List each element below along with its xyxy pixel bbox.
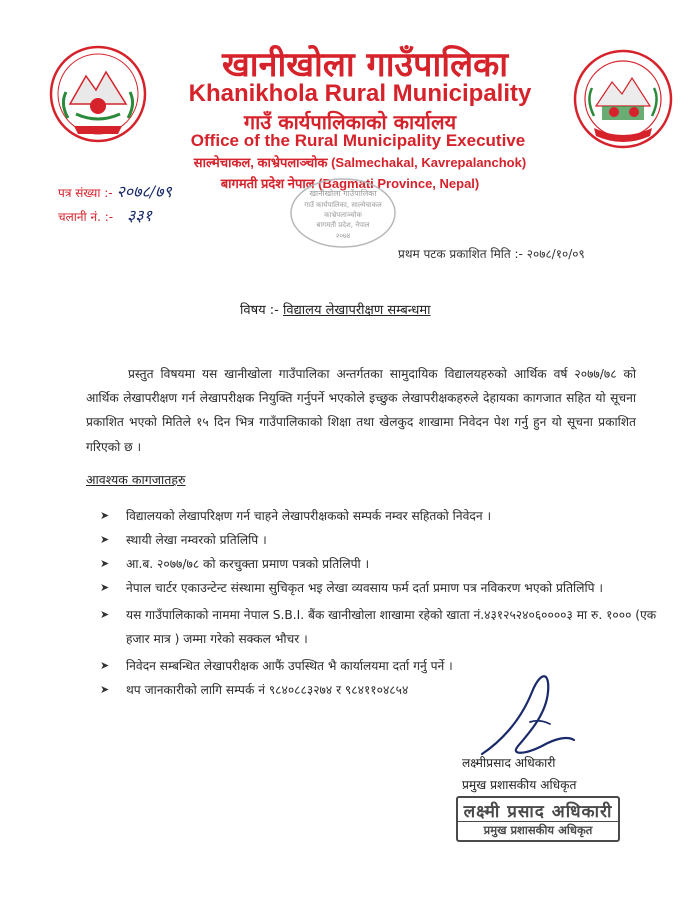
address-line-1: साल्मेचाकल, काभ्रेपलाञ्चोक (Salmechakal, Kavrepalanchok) <box>193 155 527 170</box>
subject-text: विद्यालय लेखापरीक्षण सम्बन्धमा <box>283 303 431 318</box>
subject-label: विषय :- <box>240 303 279 318</box>
stamp-line-1: खानीखोला गाउँपालिका <box>309 189 377 198</box>
dispatch-number-label: चलानी नं. :- <box>58 210 114 224</box>
arrow-bullet-icon: ➤ <box>100 581 110 594</box>
list-item: ➤ निवेदन सम्बन्धित लेखापरीक्षक आफैं उपस्थित भै कार्यालयमा दर्ता गर्नु पर्ने । <box>100 654 660 678</box>
letter-number-label: पत्र संख्या :- <box>58 186 113 200</box>
stamp-line-4: बागमती प्रदेश, नेपाल <box>316 221 370 229</box>
signatory-name: लक्ष्मीप्रसाद अधिकारी <box>462 756 556 770</box>
stamp-line-3: काभ्रेपलाञ्चोक <box>324 211 362 219</box>
list-item: ➤ आ.ब. २०७७/७८ को करचुक्ता प्रमाण पत्रको प्रतिलिपी । <box>100 552 660 576</box>
arrow-bullet-icon: ➤ <box>100 608 110 621</box>
letter-number-value: २०७८/७९ <box>116 182 172 201</box>
address-line-2: बागमती प्रदेश नेपाल (Bagmati Province, Nepal) <box>220 176 480 191</box>
notice-paragraph: प्रस्तुत विषयमा यस खानीखोला गाउँपालिका अन्तर्गतका सामुदायिक विद्यालयहरुको आर्थिक वर्ष २०७७/७८ को आर्थिक लेखापरीक्षण गर्न लेखापरीक्षक नियुक्ति गर्नुपर्ने भएकोले इच्छुक लेखापरीक्षकहरुले देहायका कागजात सहित यो सूचना प्रकाशित भएको मितिले १५ दिन भित्र गाउँपालिकाको शिक्षा तथा खेलकुद शाखामा निवेदन पेश गर्नु हुन यो सूचना प्रकाशित गरिएको छ । <box>86 367 636 454</box>
municipality-name-english: Khanikhola Rural Municipality <box>188 80 532 107</box>
seal-title: प्रमुख प्रशासकीय अधिकृत <box>458 821 618 838</box>
list-item: ➤ विद्यालयको लेखापरिक्षण गर्न चाहने लेखापरीक्षकको सम्पर्क नम्वर सहितको निवेदन । <box>100 504 660 528</box>
subject-line <box>240 300 431 318</box>
publish-date-row <box>398 245 585 262</box>
arrow-bullet-icon: ➤ <box>100 659 110 672</box>
list-item: ➤ यस गाउँपालिकाको नाममा नेपाल S.B.I. बैंक खानीखोला शाखामा रहेको खाता नं.४३१२५२४०६००००३ मा रु. १००० (एक हजार मात्र ) जम्मा गरेको सक्कल भौचर । <box>100 603 660 651</box>
required-documents-heading: आवश्यक कागजातहरु <box>86 472 186 487</box>
stamp-line-5: २०७४ <box>335 232 351 240</box>
arrow-bullet-icon: ➤ <box>100 533 110 546</box>
municipality-name-nepali: खानीखोला गाउँपालिका <box>221 45 509 85</box>
stamp-line-2: गाउँ कार्यपालिका, साल्मेचाकल <box>304 201 382 209</box>
office-round-stamp <box>288 176 398 250</box>
list-item: ➤ नेपाल चार्टर एकाउन्टेन्ट संस्थामा सुचिकृत भइ लेखा व्यवसाय फर्म दर्ता प्रमाण पत्र नविकरण भएको प्रतिलिपि । <box>100 576 660 600</box>
list-item: ➤ स्थायी लेखा नम्वरको प्रतिलिपि । <box>100 528 660 552</box>
arrow-bullet-icon: ➤ <box>100 557 110 570</box>
letter-number-row <box>58 180 172 202</box>
dispatch-number-row <box>58 204 152 226</box>
publish-date-value: २०७८/१०/०९ <box>526 247 585 261</box>
seal-name: लक्ष्मी प्रसाद अधिकारी <box>463 802 613 822</box>
name-seal-stamp <box>456 796 620 842</box>
office-name-english: Office of the Rural Municipality Executive <box>190 131 526 150</box>
municipality-logo <box>572 48 674 150</box>
nepal-emblem-logo <box>48 44 148 144</box>
dispatch-number-value: ३३१ <box>126 206 152 225</box>
publish-date-label: प्रथम पटक प्रकाशित मिति :- <box>398 247 523 261</box>
list-item: ➤ थप जानकारीको लागि सम्पर्क नं ९८४०८८३२७४ र ९८४११०४८५४ <box>100 678 660 702</box>
office-name-nepali: गाउँ कार्यपालिकाको कार्यालय <box>243 110 457 134</box>
signatory-title: प्रमुख प्रशासकीय अधिकृत <box>462 778 577 792</box>
arrow-bullet-icon: ➤ <box>100 509 110 522</box>
arrow-bullet-icon: ➤ <box>100 683 110 696</box>
